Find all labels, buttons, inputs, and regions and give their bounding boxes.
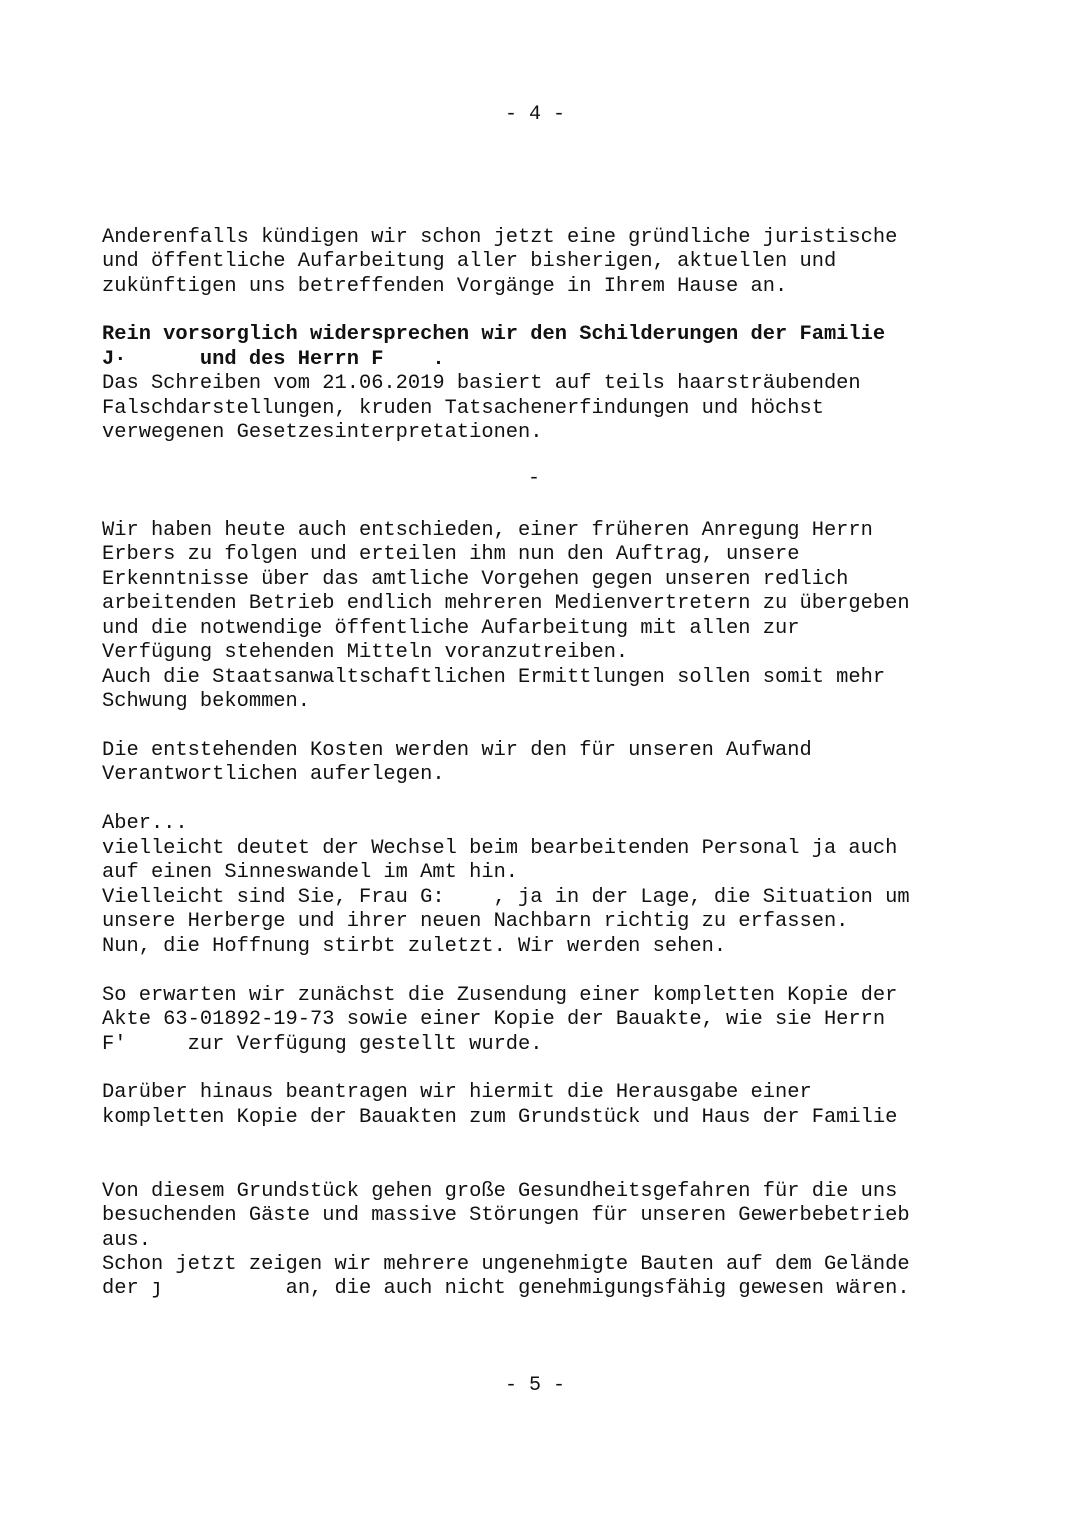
- text-line: verwegenen Gesetzesinterpretationen.: [102, 421, 543, 444]
- text-line: Verantwortlichen auferlegen.: [102, 763, 445, 786]
- text-line: aus.: [102, 1229, 151, 1252]
- text-line: Die entstehenden Kosten werden wir den für unseren Aufwand: [102, 739, 812, 762]
- text-line: und öffentliche Aufarbeitung aller bisherigen, aktuellen und: [102, 250, 837, 273]
- text-line: Auch die Staatsanwaltschaftlichen Ermittlungen sollen somit mehr: [102, 666, 886, 689]
- text-line: So erwarten wir zunächst die Zusendung einer kompletten Kopie der: [102, 984, 898, 1007]
- text-line: Schon jetzt zeigen wir mehrere ungenehmigte Bauten auf dem Gelände: [102, 1253, 910, 1276]
- text-line: zukünftigen uns betreffenden Vorgänge in Ihrem Hause an.: [102, 275, 788, 298]
- text-line: Das Schreiben vom 21.06.2019 basiert auf teils haarsträubenden: [102, 372, 861, 395]
- text-line: Vielleicht sind Sie, Frau G: , ja in der Lage, die Situation um: [102, 886, 910, 909]
- page-number-footer: - 5 -: [504, 1374, 565, 1397]
- text-line: besuchenden Gäste und massive Störungen für unseren Gewerbebetrieb: [102, 1204, 910, 1227]
- text-line: Schwung bekommen.: [102, 690, 311, 713]
- text-line: Wir haben heute auch entschieden, einer früheren Anregung Herrn: [102, 519, 873, 542]
- text-line: der ȷ an, die auch nicht genehmigungsfähig gewesen wären.: [102, 1277, 910, 1300]
- text-line: kompletten Kopie der Bauakten zum Grundstück und Haus der Familie: [102, 1106, 898, 1129]
- page-number-header: - 4 -: [504, 103, 565, 126]
- text-line: Aber...: [102, 812, 188, 835]
- text-line: Anderenfalls kündigen wir schon jetzt eine gründliche juristische: [102, 226, 898, 249]
- text-line: Falschdarstellungen, kruden Tatsachenerfindungen und höchst: [102, 397, 824, 420]
- text-line: Nun, die Hoffnung stirbt zuletzt. Wir werden sehen.: [102, 935, 727, 958]
- text-line: vielleicht deutet der Wechsel beim bearbeitenden Personal ja auch: [102, 837, 898, 860]
- text-line: und die notwendige öffentliche Aufarbeitung mit allen zur: [102, 617, 800, 640]
- text-line: Erkenntnisse über das amtliche Vorgehen gegen unseren redlich: [102, 568, 849, 591]
- text-line: arbeitenden Betrieb endlich mehreren Medienvertretern zu übergeben: [102, 592, 910, 615]
- text-line: Verfügung stehenden Mitteln voranzutreiben.: [102, 641, 629, 664]
- text-line: Akte 63-01892-19-73 sowie einer Kopie der Bauakte, wie sie Herrn: [102, 1008, 886, 1031]
- bold-text-line: Rein vorsorglich widersprechen wir den Schilderungen der Familie: [102, 323, 886, 346]
- text-line: auf einen Sinneswandel im Amt hin.: [102, 861, 519, 884]
- text-line: Darüber hinaus beantragen wir hiermit die Herausgabe einer: [102, 1081, 812, 1104]
- text-line: Von diesem Grundstück gehen große Gesundheitsgefahren für die uns: [102, 1180, 898, 1203]
- text-line: Erbers zu folgen und erteilen ihm nun den Auftrag, unsere: [102, 543, 800, 566]
- text-line: unsere Herberge und ihrer neuen Nachbarn richtig zu erfassen.: [102, 910, 849, 933]
- text-line: F' zur Verfügung gestellt wurde.: [102, 1033, 543, 1056]
- bold-text-line: J· und des Herrn F .: [102, 348, 445, 371]
- separator-dash: -: [528, 467, 541, 490]
